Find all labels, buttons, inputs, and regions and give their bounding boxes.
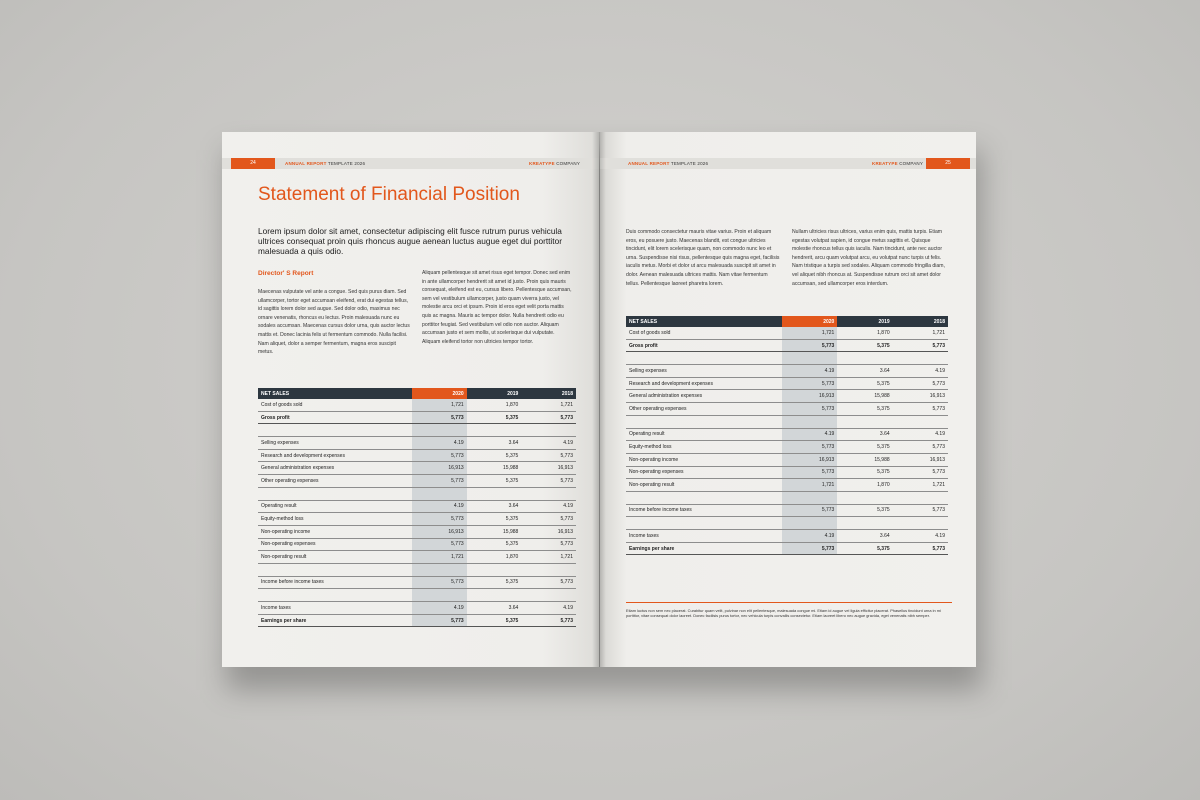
body-column-2: Aliquam pellentesque sit amet risus eget tempor. Donec sed enim in ante ullamcorper hendrerit sit amet id justo. Proin quis mauris consequat, eleifend est eu, cursus libero. Pellentesque accumsan, sem vel vestibulum ullamcorper, justo quam viverra justo, vel molestie arcu orci et ipsum. Proin id eros eget velit porta mattis quis ac magna. Mauris ac tempor dolor. Nulla hendrerit odio eu porttitor feugiat. Sed vestibulum vel odio non auctor. Aliquam accumsan justo et sem mollis, ut scelerisque dui vulputate. Aliquam eleifend tortor non ultricies tempor tortor.	[422, 270, 572, 345]
table-spacer-row	[626, 415, 948, 428]
table-row	[626, 390, 948, 403]
row-value: 3.64	[837, 365, 892, 378]
table-row	[258, 437, 576, 450]
page-number: 25	[926, 158, 970, 169]
footnote-divider	[626, 602, 952, 603]
row-value: 5,773	[412, 576, 467, 589]
row-label: Cost of goods sold	[258, 399, 412, 411]
row-label: Income taxes	[258, 602, 412, 615]
left-page	[222, 132, 599, 667]
row-value: 3.64	[467, 500, 522, 513]
row-value: 16,913	[412, 525, 467, 538]
row-value: 5,773	[782, 441, 837, 454]
row-value: 16,913	[782, 390, 837, 403]
row-value: 5,773	[412, 449, 467, 462]
table-header-row	[626, 316, 948, 327]
row-label: General administration expenses	[626, 390, 782, 403]
row-label: Income before income taxes	[626, 504, 782, 517]
row-label: Gross profit	[258, 411, 412, 424]
table-row	[626, 479, 948, 492]
table-spacer-row	[258, 563, 576, 576]
row-value: 4.19	[782, 428, 837, 441]
spacer-cell	[893, 517, 948, 530]
row-value: 1,721	[893, 327, 948, 339]
book-gutter	[592, 132, 606, 667]
spacer-cell	[467, 487, 522, 500]
table-row	[626, 327, 948, 339]
row-value: 5,375	[467, 576, 522, 589]
financial-table	[626, 316, 948, 555]
row-value: 4.19	[412, 602, 467, 615]
spacer-cell	[412, 424, 467, 437]
table-header-year: 2019	[467, 388, 522, 399]
table-spacer-row	[626, 352, 948, 365]
row-value: 16,913	[782, 453, 837, 466]
row-value: 16,913	[412, 462, 467, 475]
table-row	[258, 399, 576, 411]
table-row	[626, 453, 948, 466]
row-label: Other operating expenses	[258, 475, 412, 488]
row-value: 5,773	[521, 411, 576, 424]
row-value: 15,988	[467, 462, 522, 475]
body-column-2: Nullam ultricies risus ultrices, varius enim quis, mattis turpis. Etiam egestas volutpat sapien, id congue metus sagittis et. Quisque molestie rhoncus tellus quis iaculis. Nam tincidunt, ante nec auctor hendrerit, arcu quam volutpat arcu, eu volutpat nunc turpis ut felis. Nam tristique a turpis sed sodales. Aliquam commodo fringilla diam, vel aliquet nibh rhoncus at. Suspendisse rutrum orci sit amet dolor accumsan, sed ullamcorper eros interdum.	[792, 229, 945, 287]
row-value: 5,375	[467, 411, 522, 424]
row-value: 4.19	[412, 437, 467, 450]
table-row	[258, 525, 576, 538]
row-value: 5,773	[893, 542, 948, 555]
table-header-year: 2020	[412, 388, 467, 399]
table-row	[258, 500, 576, 513]
row-label: Operating result	[258, 500, 412, 513]
row-value: 5,375	[837, 377, 892, 390]
row-value: 5,773	[521, 538, 576, 551]
row-value: 3.64	[467, 437, 522, 450]
table-spacer-row	[258, 589, 576, 602]
page-number: 24	[231, 158, 275, 169]
table-row	[258, 614, 576, 627]
row-value: 16,913	[521, 462, 576, 475]
row-value: 5,773	[521, 449, 576, 462]
row-value: 5,375	[467, 513, 522, 526]
row-value: 5,773	[782, 542, 837, 555]
table-row	[626, 403, 948, 416]
table-row	[626, 441, 948, 454]
row-value: 1,870	[837, 327, 892, 339]
row-label: Non-operating income	[258, 525, 412, 538]
row-value: 5,773	[412, 614, 467, 627]
spacer-cell	[412, 487, 467, 500]
row-value: 5,773	[782, 403, 837, 416]
row-value: 15,988	[467, 525, 522, 538]
spacer-cell	[626, 491, 782, 504]
row-label: Gross profit	[626, 339, 782, 352]
table-header-label: NET SALES	[258, 388, 412, 399]
body-column-1: Maecenas vulputate vel ante a congue. Sed quis purus diam. Sed ullamcorper, tortor eget accumsan eleifend, erat dui egestas tellus, id sagittis lorem dolor sed augue. Sed dolor odio, maximus nec ornare venenatis, rhoncus eu lectus. Proin malesuada nunc eu sodales accumsan. Maecenas cursus dolor urna, quis auctor lectus mattis et. Donec lacinia felis ut fermentum commodo. Nulla facilisi. Nam aliquet, dolor a semper fermentum, magna eros suscipit metus.	[258, 289, 410, 356]
spacer-cell	[521, 589, 576, 602]
row-value: 5,773	[893, 441, 948, 454]
table-row	[626, 365, 948, 378]
row-value: 4.19	[782, 365, 837, 378]
spacer-cell	[837, 517, 892, 530]
table-row	[626, 542, 948, 555]
table-row	[258, 513, 576, 526]
table-row	[626, 466, 948, 479]
row-value: 4.19	[893, 365, 948, 378]
table-row	[626, 530, 948, 543]
page-title: Statement of Financial Position	[258, 184, 520, 205]
row-label: Earnings per share	[626, 542, 782, 555]
row-value: 3.64	[837, 530, 892, 543]
row-label: Non-operating result	[626, 479, 782, 492]
row-value: 1,870	[467, 399, 522, 411]
row-value: 1,721	[782, 327, 837, 339]
row-label: Non-operating expenses	[626, 466, 782, 479]
row-value: 3.64	[467, 602, 522, 615]
spacer-cell	[782, 491, 837, 504]
spacer-cell	[258, 487, 412, 500]
table-row	[258, 538, 576, 551]
spacer-cell	[837, 352, 892, 365]
spacer-cell	[893, 415, 948, 428]
row-value: 4.19	[412, 500, 467, 513]
row-value: 5,375	[467, 475, 522, 488]
row-value: 5,773	[412, 475, 467, 488]
table-row	[258, 449, 576, 462]
lead-paragraph: Lorem ipsum dolor sit amet, consectetur adipiscing elit fusce rutrum purus vehicula ultrices consequat proin quis rhoncus augue aenean luctus augue eget dui porttitor malesuada a quis odio.	[258, 226, 562, 256]
table-header-year: 2020	[782, 316, 837, 327]
spacer-cell	[412, 563, 467, 576]
row-value: 5,773	[782, 466, 837, 479]
row-value: 5,375	[467, 538, 522, 551]
table-row	[626, 428, 948, 441]
row-label: Research and development expenses	[258, 449, 412, 462]
row-value: 16,913	[521, 525, 576, 538]
row-value: 1,870	[467, 551, 522, 564]
table-spacer-row	[258, 424, 576, 437]
spacer-cell	[467, 563, 522, 576]
row-value: 5,773	[521, 614, 576, 627]
row-label: Selling expenses	[258, 437, 412, 450]
row-value: 5,773	[521, 513, 576, 526]
row-value: 5,773	[893, 377, 948, 390]
spacer-cell	[258, 589, 412, 602]
table-spacer-row	[258, 487, 576, 500]
row-value: 4.19	[521, 437, 576, 450]
row-value: 5,375	[837, 403, 892, 416]
table-header-year: 2018	[521, 388, 576, 399]
row-value: 1,721	[412, 551, 467, 564]
table-row	[258, 602, 576, 615]
spacer-cell	[893, 491, 948, 504]
row-label: Operating result	[626, 428, 782, 441]
row-label: Selling expenses	[626, 365, 782, 378]
spacer-cell	[258, 424, 412, 437]
row-value: 16,913	[893, 390, 948, 403]
spacer-cell	[837, 415, 892, 428]
spacer-cell	[412, 589, 467, 602]
row-value: 4.19	[893, 428, 948, 441]
row-value: 5,773	[893, 466, 948, 479]
table-row	[626, 377, 948, 390]
row-value: 1,870	[837, 479, 892, 492]
row-value: 16,913	[893, 453, 948, 466]
row-value: 5,375	[837, 542, 892, 555]
right-page	[600, 132, 976, 667]
body-column-1: Duis commodo consectetur mauris vitae varius. Proin et aliquam eros, eu posuere justo. Maecenas blandit, est congue ultricies tincidunt, elit lorem scelerisque quam, non commodo nunc leo et urna. Suspendisse nisi risus, pellentesque quis magna eget, facilisis iaculis metus. Morbi et dolor ut arcu malesuada suscipit sit amet in dolor. Aenean malesuada ultrices mattis. Nam vitae fermentum tellus. Pellentesque laoreet pharetra lorem.	[626, 229, 780, 287]
row-value: 4.19	[893, 530, 948, 543]
row-label: Cost of goods sold	[626, 327, 782, 339]
row-value: 5,773	[893, 339, 948, 352]
table-row	[258, 576, 576, 589]
spacer-cell	[626, 352, 782, 365]
header-label: ANNUAL REPORT TEMPLATE 2026	[628, 161, 709, 166]
row-label: Earnings per share	[258, 614, 412, 627]
row-label: Other operating expenses	[626, 403, 782, 416]
row-label: Research and development expenses	[626, 377, 782, 390]
row-value: 1,721	[521, 551, 576, 564]
row-value: 5,375	[467, 614, 522, 627]
header-brand: KREATYPE COMPANY	[529, 161, 581, 166]
row-value: 5,773	[412, 411, 467, 424]
table-row	[626, 504, 948, 517]
header-brand: KREATYPE COMPANY	[872, 161, 924, 166]
row-label: Equity-method loss	[258, 513, 412, 526]
table-row	[626, 339, 948, 352]
footnote: Etiam luctus non sem nec placerat. Curabitur quam velit, pulvinar non elit pellentesque, malesuada congue mi. Etiam id augue vel ligula efficitur placerat. Phasellus tincidunt urna in mi porttitor, vitae consequat dolor laoreet. Donec facilisis purus tortor, nec vehicula turpis convallis consectetur. Etiam laoreet libero nec augue gravida, eget venenatis nibh semper.	[626, 608, 941, 619]
table-header-label: NET SALES	[626, 316, 782, 327]
spacer-cell	[521, 563, 576, 576]
row-value: 4.19	[782, 530, 837, 543]
row-value: 15,988	[837, 453, 892, 466]
row-value: 5,375	[837, 339, 892, 352]
row-label: Equity-method loss	[626, 441, 782, 454]
table-header-year: 2018	[893, 316, 948, 327]
row-value: 1,721	[782, 479, 837, 492]
row-value: 5,773	[782, 377, 837, 390]
row-value: 5,375	[837, 504, 892, 517]
table-row	[258, 475, 576, 488]
row-label: Income taxes	[626, 530, 782, 543]
row-value: 5,773	[412, 538, 467, 551]
spacer-cell	[782, 517, 837, 530]
row-value: 1,721	[893, 479, 948, 492]
spacer-cell	[893, 352, 948, 365]
row-value: 5,375	[837, 466, 892, 479]
spacer-cell	[782, 415, 837, 428]
table-spacer-row	[626, 517, 948, 530]
row-value: 15,988	[837, 390, 892, 403]
section-subhead: Director' S Report	[258, 270, 314, 277]
row-value: 5,773	[412, 513, 467, 526]
row-label: General administration expenses	[258, 462, 412, 475]
table-row	[258, 411, 576, 424]
row-value: 5,375	[837, 441, 892, 454]
spacer-cell	[467, 424, 522, 437]
row-value: 5,773	[893, 403, 948, 416]
table-header-year: 2019	[837, 316, 892, 327]
spacer-cell	[782, 352, 837, 365]
spacer-cell	[467, 589, 522, 602]
spacer-cell	[837, 491, 892, 504]
row-label: Non-operating expenses	[258, 538, 412, 551]
table-row	[258, 462, 576, 475]
spacer-cell	[258, 563, 412, 576]
row-value: 1,721	[412, 399, 467, 411]
table-spacer-row	[626, 491, 948, 504]
row-value: 5,773	[893, 504, 948, 517]
row-value: 5,773	[782, 339, 837, 352]
spacer-cell	[626, 517, 782, 530]
spacer-cell	[521, 487, 576, 500]
table-row	[258, 551, 576, 564]
row-label: Non-operating income	[626, 453, 782, 466]
financial-table	[258, 388, 576, 627]
row-value: 4.19	[521, 500, 576, 513]
spacer-cell	[626, 415, 782, 428]
spacer-cell	[521, 424, 576, 437]
row-value: 5,773	[521, 475, 576, 488]
row-value: 4.19	[521, 602, 576, 615]
row-value: 5,773	[521, 576, 576, 589]
row-label: Income before income taxes	[258, 576, 412, 589]
row-value: 1,721	[521, 399, 576, 411]
header-label: ANNUAL REPORT TEMPLATE 2026	[285, 161, 366, 166]
row-label: Non-operating result	[258, 551, 412, 564]
row-value: 5,773	[782, 504, 837, 517]
table-header-row	[258, 388, 576, 399]
row-value: 3.64	[837, 428, 892, 441]
row-value: 5,375	[467, 449, 522, 462]
